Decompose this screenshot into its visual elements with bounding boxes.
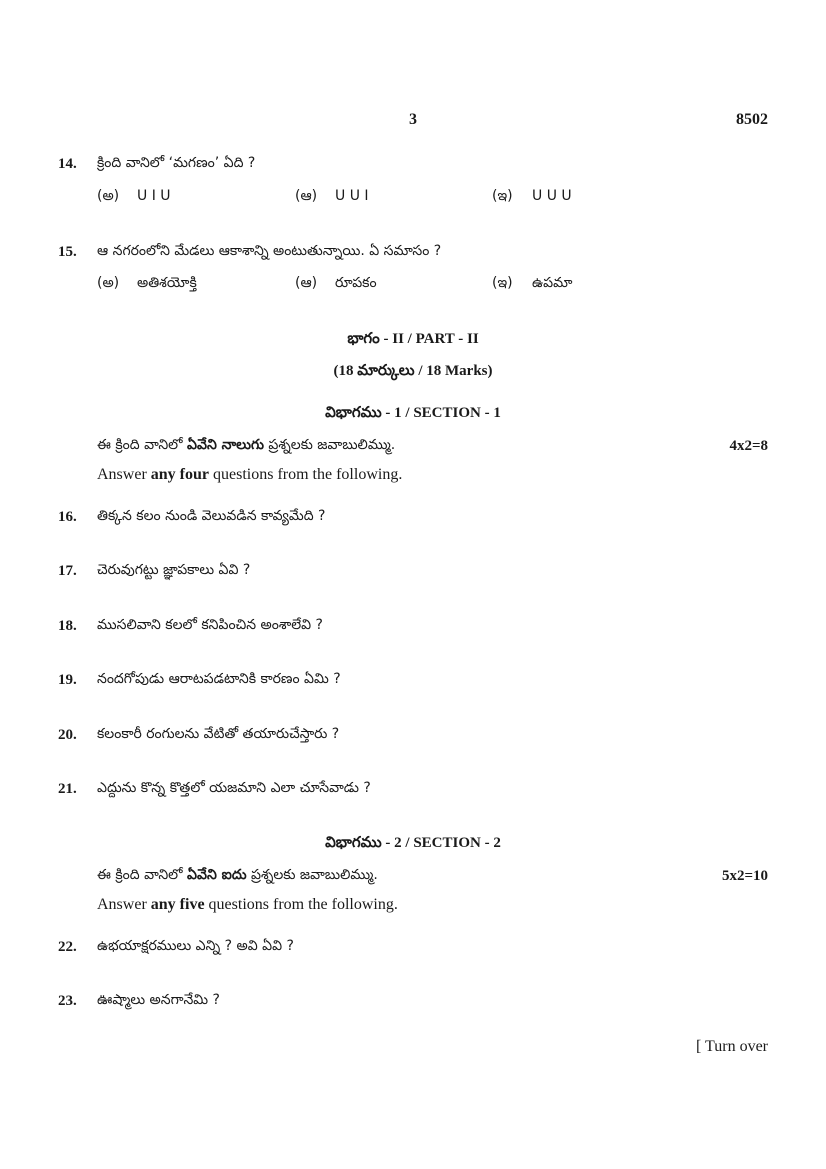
question-number: 19.: [58, 672, 77, 688]
option-a-value: అతిశయోక్తి: [137, 275, 197, 291]
option-a-label: (అ): [97, 188, 120, 204]
question-text: నందగోపుడు ఆరాటపడటానికి కారణం ఏమి ?: [97, 671, 341, 687]
instruction-text: Answer: [97, 896, 151, 913]
question-text: తిక్కన కలం నుండి వెలువడిన కావ్యమేది ?: [97, 508, 326, 524]
instruction-text: Answer: [97, 466, 151, 483]
instruction-text: questions from the following.: [209, 466, 403, 483]
instruction-text: ప్రశ్నలకు జవాబులిమ్ము.: [263, 437, 396, 453]
section-1-instruction-english: [97, 466, 402, 484]
option-a-label: (అ): [97, 275, 120, 291]
question-text: ఊష్మాలు అనగానేమి ?: [97, 992, 220, 1008]
page-number: 3: [409, 111, 417, 128]
instruction-text: ఈ క్రింది వానిలో: [97, 437, 188, 453]
question-number: 22.: [58, 939, 77, 955]
question-number: 21.: [58, 781, 77, 797]
part-heading: భాగం - II / PART - II: [347, 331, 479, 347]
question-number: 23.: [58, 993, 77, 1009]
section-1-instruction-telugu: [97, 437, 395, 456]
question-number: 15.: [58, 244, 77, 260]
question-text: క్రింది వానిలో ‘మగణం’ ఏది ?: [97, 155, 256, 171]
question-text: చెరువుగట్టు జ్ఞాపకాలు ఏవి ?: [97, 562, 251, 578]
option-b-label: (ఆ): [295, 188, 318, 204]
option-b-value: U U I: [335, 188, 369, 204]
question-text: కలంకారీ రంగులను వేటితో తయారుచేస్తారు ?: [97, 726, 340, 742]
instruction-text: ప్రశ్నలకు జవాబులిమ్ము.: [246, 867, 378, 883]
option-a-value: U I U: [137, 188, 171, 204]
option-c-label: (ఇ): [492, 188, 513, 204]
instruction-text: ఈ క్రింది వానిలో: [97, 867, 188, 883]
question-number: 20.: [58, 727, 77, 743]
question-text: ఆ నగరంలోని మేడలు ఆకాశాన్ని అంటుతున్నాయి. ఏ సమాసం ?: [97, 243, 442, 259]
section-2-instruction-english: [97, 896, 398, 914]
instruction-emphasis: any five: [150, 896, 205, 913]
option-c-value: U U U: [532, 188, 572, 204]
instruction-text: questions from the following.: [204, 896, 398, 913]
section-2-heading: విభాగము - 2 / SECTION - 2: [325, 835, 501, 851]
question-text: ఎద్దును కొన్న కొత్తలో యజమాని ఎలా చూసేవాడు ?: [97, 780, 371, 796]
question-number: 18.: [58, 618, 77, 634]
section-2-marks: 5x2=10: [721, 868, 768, 884]
instruction-emphasis: any four: [150, 466, 209, 483]
question-text: ఉభయాక్షరములు ఎన్ని ? అవి ఏవి ?: [97, 938, 294, 954]
question-number: 16.: [58, 509, 77, 525]
turn-over-note: [ Turn over: [695, 1038, 768, 1055]
option-c-value: ఉపమా: [532, 275, 573, 291]
question-number: 17.: [58, 563, 77, 579]
part-marks: (18 మార్కులు / 18 Marks): [333, 363, 493, 379]
option-b-value: రూపకం: [335, 275, 377, 291]
option-b-label: (ఆ): [295, 275, 318, 291]
option-c-label: (ఇ): [492, 275, 513, 291]
instruction-emphasis: ఏవేని ఐదు: [187, 867, 247, 883]
section-2-instruction-telugu: [97, 867, 378, 886]
section-1-heading: విభాగము - 1 / SECTION - 1: [325, 405, 501, 421]
paper-code: 8502: [736, 111, 768, 128]
question-text: ముసలివాని కలలో కనిపించిన అంశాలేవి ?: [97, 617, 323, 633]
instruction-emphasis: ఏవేని నాలుగు: [187, 437, 264, 453]
question-number: 14.: [58, 156, 77, 172]
section-1-marks: 4x2=8: [729, 438, 768, 454]
